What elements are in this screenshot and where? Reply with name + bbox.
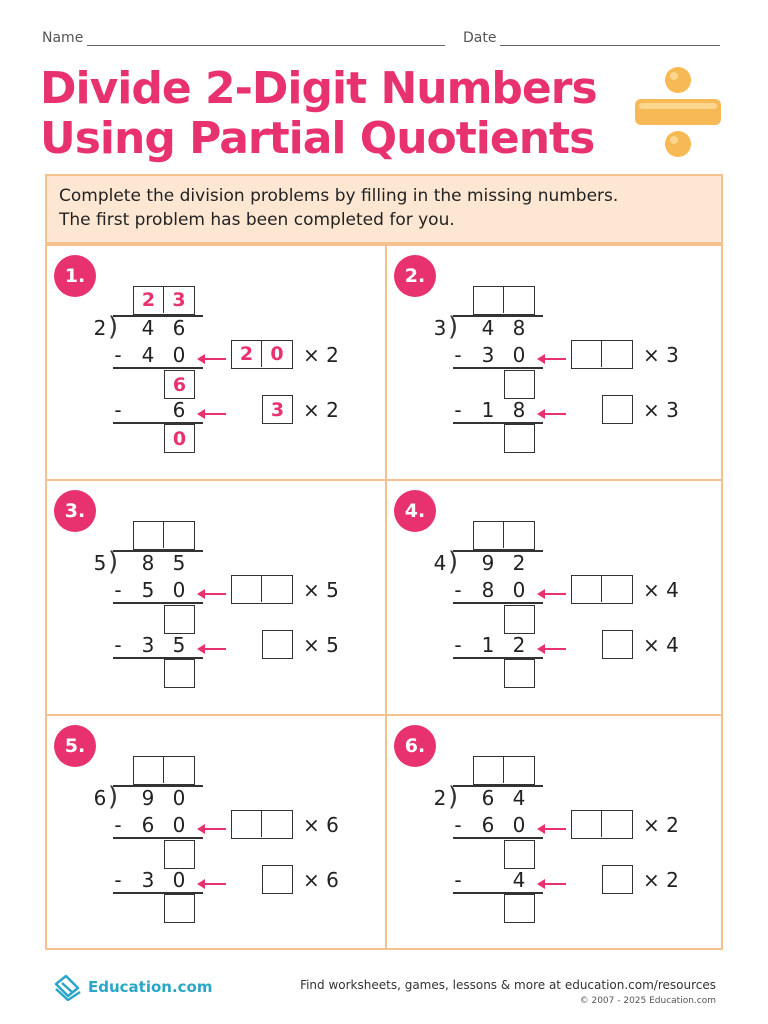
minus-sign: -	[114, 398, 122, 422]
pointer-arrow-icon	[537, 349, 567, 359]
pointer-arrow-icon	[197, 819, 227, 829]
partial-quotient-box[interactable]	[602, 630, 633, 659]
instructions-box	[45, 174, 723, 244]
multiplier-label: × 6	[303, 813, 339, 837]
final-remainder-box[interactable]	[164, 894, 195, 923]
subtrahend-digit: 8	[481, 578, 495, 602]
date-label: Date	[463, 30, 497, 46]
quotient-digit-box[interactable]	[164, 757, 194, 783]
date-underline	[500, 32, 720, 46]
minus-sign: -	[454, 578, 462, 602]
partial-quotient-box[interactable]	[602, 865, 633, 894]
subtrahend-digit: 5	[141, 578, 155, 602]
subtrahend-digit: 0	[172, 868, 186, 892]
subtrahend-digit: 0	[172, 813, 186, 837]
quotient-boxes[interactable]	[473, 521, 535, 550]
partial-quotient-boxes[interactable]	[571, 810, 633, 839]
name-underline	[87, 32, 445, 46]
subtrahend-digit: 0	[172, 578, 186, 602]
quotient-digit-box[interactable]	[504, 757, 534, 783]
partial-quotient-digit-box[interactable]	[572, 341, 602, 367]
subtrahend-digit: 6	[141, 813, 155, 837]
pointer-arrow-icon	[197, 874, 227, 884]
footer-text	[300, 978, 716, 1006]
partial-quotient-digit-box[interactable]	[602, 576, 632, 602]
partial-quotient-boxes[interactable]	[231, 575, 293, 604]
subtrahend-digit: 4	[512, 868, 526, 892]
problem-6	[387, 716, 724, 951]
logo-text: Education.com	[88, 978, 213, 996]
subtrahend-digit: 6	[481, 813, 495, 837]
quotient-boxes[interactable]	[473, 756, 535, 785]
dividend-digit: 4	[481, 316, 495, 340]
divisor: 6	[93, 786, 107, 810]
multiplier-label: × 2	[303, 343, 339, 367]
page-title	[40, 64, 597, 164]
division-sign-icon	[633, 66, 723, 158]
partial-quotient-digit-box[interactable]	[602, 341, 632, 367]
remainder-box[interactable]	[504, 840, 535, 869]
subtraction-bar	[113, 837, 203, 839]
partial-quotient-boxes[interactable]	[231, 810, 293, 839]
minus-sign: -	[114, 633, 122, 657]
dividend-digit: 9	[141, 786, 155, 810]
education-logo-icon	[52, 972, 84, 1002]
quotient-digit-box[interactable]	[504, 287, 534, 313]
problem-5	[47, 716, 384, 951]
footer-find-link[interactable]: Find worksheets, games, lessons & more at education.com/resources	[300, 978, 716, 992]
final-remainder-box[interactable]	[504, 894, 535, 923]
problem-number-badge: 4.	[394, 490, 436, 532]
partial-quotient-digit-box[interactable]: 0	[270, 343, 284, 365]
subtrahend-digit: 0	[512, 578, 526, 602]
partial-quotient-box[interactable]: 3	[262, 395, 293, 424]
subtrahend-digit: 8	[512, 398, 526, 422]
minus-sign: -	[454, 868, 462, 892]
quotient-digit-box[interactable]	[134, 522, 164, 548]
pointer-arrow-icon	[197, 404, 227, 414]
dividend-digit: 6	[172, 316, 186, 340]
divisor: 4	[433, 551, 447, 575]
quotient-boxes[interactable]	[133, 756, 195, 785]
name-label: Name	[42, 30, 84, 46]
division-bracket: )	[448, 782, 459, 812]
partial-quotient-digit-box[interactable]	[262, 576, 292, 602]
remainder-box[interactable]	[504, 605, 535, 634]
dividend-digit: 0	[172, 786, 186, 810]
pointer-arrow-icon	[537, 874, 567, 884]
division-bracket: )	[108, 547, 119, 577]
quotient-digit-box[interactable]	[134, 757, 164, 783]
minus-sign: -	[454, 343, 462, 367]
instructions-line-1: Complete the division problems by filling in the missing numbers.	[59, 186, 619, 206]
final-remainder-box[interactable]: 0	[164, 424, 195, 453]
quotient-digit-box[interactable]	[474, 522, 504, 548]
multiplier-label: × 3	[643, 398, 679, 422]
subtrahend-digit: 0	[512, 813, 526, 837]
problems-grid	[45, 244, 723, 950]
minus-sign: -	[114, 343, 122, 367]
division-bracket: )	[448, 312, 459, 342]
subtrahend-digit: 5	[172, 633, 186, 657]
minus-sign: -	[454, 633, 462, 657]
date-field[interactable]	[463, 30, 720, 46]
pointer-arrow-icon	[197, 349, 227, 359]
minus-sign: -	[114, 578, 122, 602]
divisor: 2	[93, 316, 107, 340]
problem-4	[387, 481, 724, 716]
partial-quotient-box[interactable]	[262, 865, 293, 894]
partial-quotient-digit-box[interactable]: 2	[232, 341, 262, 367]
subtrahend-digit: 0	[172, 343, 186, 367]
problem-number-badge: 2.	[394, 255, 436, 297]
divisor: 2	[433, 786, 447, 810]
subtrahend-digit: 6	[172, 398, 186, 422]
pointer-arrow-icon	[537, 404, 567, 414]
partial-quotient-digit-box[interactable]	[602, 811, 632, 837]
multiplier-label: × 5	[303, 578, 339, 602]
pointer-arrow-icon	[197, 639, 227, 649]
quotient-digit-box[interactable]	[474, 287, 504, 313]
partial-quotient-digit-box[interactable]	[572, 811, 602, 837]
subtrahend-digit: 3	[481, 343, 495, 367]
remainder-box[interactable]	[504, 370, 535, 399]
final-remainder-box[interactable]	[164, 659, 195, 688]
partial-quotient-box[interactable]	[262, 630, 293, 659]
education-logo[interactable]	[52, 972, 213, 1002]
partial-quotient-digit-box[interactable]	[262, 811, 292, 837]
quotient-boxes[interactable]	[133, 521, 195, 550]
multiplier-label: × 4	[643, 578, 679, 602]
pointer-arrow-icon	[537, 584, 567, 594]
multiplier-label: × 4	[643, 633, 679, 657]
quotient-digit-box[interactable]	[504, 522, 534, 548]
dividend-digit: 9	[481, 551, 495, 575]
problem-number-badge: 6.	[394, 725, 436, 767]
multiplier-label: × 2	[643, 868, 679, 892]
dividend-digit: 8	[512, 316, 526, 340]
partial-quotient-box[interactable]	[602, 395, 633, 424]
name-field[interactable]	[42, 30, 445, 46]
final-remainder-box[interactable]	[504, 659, 535, 688]
partial-quotient-digit-box[interactable]	[572, 576, 602, 602]
multiplier-label: × 5	[303, 633, 339, 657]
partial-quotient-boxes[interactable]	[231, 340, 293, 369]
quotient-boxes[interactable]	[473, 286, 535, 315]
subtrahend-digit: 1	[481, 398, 495, 422]
title-line-1: Divide 2-Digit Numbers	[40, 63, 597, 114]
instructions-line-2: The first problem has been completed for you.	[59, 210, 455, 230]
problem-number-badge: 5.	[54, 725, 96, 767]
subtrahend-digit: 2	[512, 633, 526, 657]
problem-1	[47, 246, 384, 481]
division-bracket: )	[108, 782, 119, 812]
quotient-boxes[interactable]	[133, 286, 195, 315]
divisor: 3	[433, 316, 447, 340]
final-remainder-box[interactable]	[504, 424, 535, 453]
multiplier-label: × 6	[303, 868, 339, 892]
title-line-2: Using Partial Quotients	[40, 113, 595, 164]
partial-quotient-boxes[interactable]	[571, 340, 633, 369]
multiplier-label: × 3	[643, 343, 679, 367]
pointer-arrow-icon	[537, 819, 567, 829]
division-bracket: )	[448, 547, 459, 577]
pointer-arrow-icon	[197, 584, 227, 594]
minus-sign: -	[114, 868, 122, 892]
partial-quotient-digit-box[interactable]	[232, 576, 262, 602]
division-bracket: )	[108, 312, 119, 342]
quotient-digit-box[interactable]: 3	[172, 289, 186, 311]
subtraction-bar	[113, 602, 203, 604]
remainder-box[interactable]	[164, 840, 195, 869]
dividend-digit: 5	[172, 551, 186, 575]
quotient-digit-box[interactable]	[164, 522, 194, 548]
quotient-digit-box[interactable]: 2	[134, 287, 164, 313]
subtrahend-digit: 4	[141, 343, 155, 367]
dividend-digit: 4	[141, 316, 155, 340]
dividend-digit: 6	[481, 786, 495, 810]
subtraction-bar	[453, 367, 543, 369]
remainder-box[interactable]	[164, 605, 195, 634]
dividend-digit: 4	[512, 786, 526, 810]
pointer-arrow-icon	[537, 639, 567, 649]
problem-2	[387, 246, 724, 481]
subtrahend-digit: 3	[141, 633, 155, 657]
quotient-digit-box[interactable]	[474, 757, 504, 783]
problem-number-badge: 1.	[54, 255, 96, 297]
divisor: 5	[93, 551, 107, 575]
subtraction-bar	[113, 367, 203, 369]
problem-number-badge: 3.	[54, 490, 96, 532]
dividend-digit: 8	[141, 551, 155, 575]
remainder-box[interactable]: 6	[164, 370, 195, 399]
partial-quotient-digit-box[interactable]	[232, 811, 262, 837]
subtraction-bar	[453, 837, 543, 839]
dividend-digit: 2	[512, 551, 526, 575]
subtrahend-digit: 1	[481, 633, 495, 657]
problem-3	[47, 481, 384, 716]
subtrahend-digit: 3	[141, 868, 155, 892]
multiplier-label: × 2	[643, 813, 679, 837]
minus-sign: -	[454, 813, 462, 837]
minus-sign: -	[454, 398, 462, 422]
footer-copyright: © 2007 - 2025 Education.com	[579, 996, 716, 1006]
subtrahend-digit: 0	[512, 343, 526, 367]
subtraction-bar	[453, 602, 543, 604]
minus-sign: -	[114, 813, 122, 837]
multiplier-label: × 2	[303, 398, 339, 422]
partial-quotient-boxes[interactable]	[571, 575, 633, 604]
